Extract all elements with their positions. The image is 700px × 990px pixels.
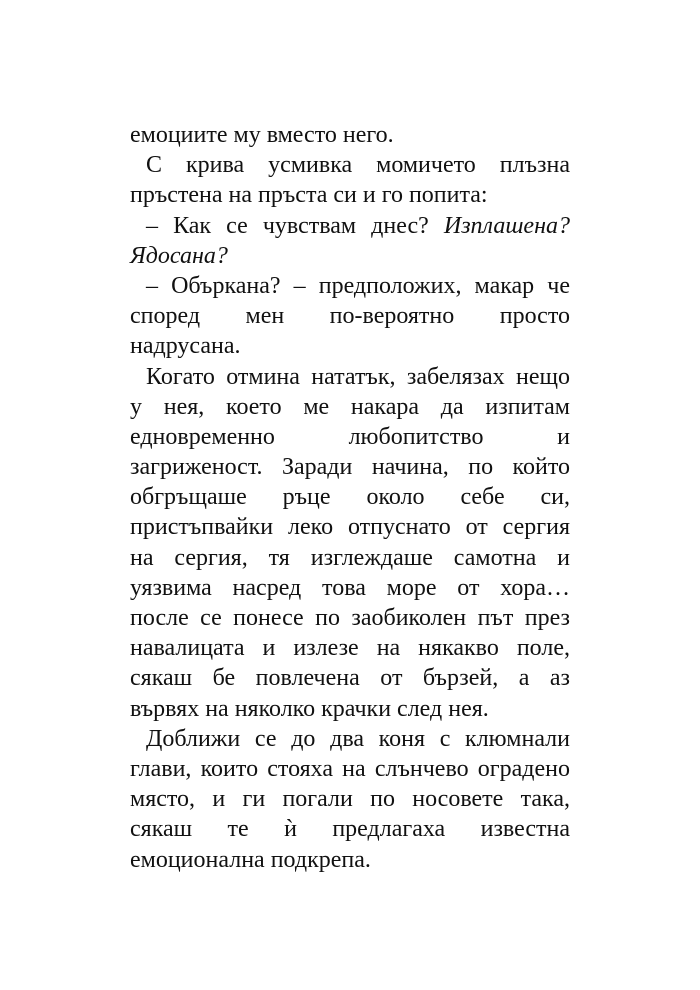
- text-line: Доближи се до два коня с клюмнали: [146, 725, 570, 752]
- text-line: [130, 241, 570, 271]
- text-line: на сергия, тя изглеждаше самотна и: [130, 544, 570, 571]
- text-segment: – Как се чувствам днес?: [146, 212, 444, 239]
- text-line: навалицата и излезе на някакво поле,: [130, 635, 570, 662]
- page-text: [130, 120, 570, 875]
- text-line: място, и ги погали по носовете така,: [130, 786, 570, 813]
- text-line: обгръщаше ръце около себе си,: [130, 484, 570, 511]
- text-line: С крива усмивка момичето плъзна: [146, 152, 570, 179]
- text-line: едновременно любопитство и: [130, 423, 570, 450]
- text-line: емоционална подкрепа.: [130, 846, 371, 873]
- text-line: загриженост. Заради начина, по който: [130, 454, 570, 481]
- italic-text: Ядосана?: [130, 242, 228, 269]
- text-line: уязвима насред това море от хора…: [130, 574, 570, 601]
- text-line: надрусана.: [130, 333, 241, 360]
- text-line: у нея, което ме накара да изпитам: [130, 393, 570, 420]
- text-line: емоциите му вместо него.: [130, 122, 394, 148]
- text-line: сякаш те ѝ предлагаха известна: [130, 816, 570, 843]
- text-line: сякаш бе повлечена от бързей, а аз: [130, 665, 570, 692]
- text-line: глави, които стояха на слънчево оградено: [130, 755, 570, 782]
- text-line: вървях на няколко крачки след нея.: [130, 695, 489, 722]
- text-line: Когато отмина нататък, забелязах нещо: [146, 363, 570, 390]
- text-line: според мен по-вероятно просто: [130, 303, 570, 330]
- text-line: после се понесе по заобиколен път през: [130, 605, 570, 631]
- text-line: – Объркана? – предположих, макар че: [146, 272, 570, 299]
- italic-text: Изплашена?: [443, 212, 570, 239]
- text-line: пристъпвайки леко отпуснато от сергия: [130, 514, 570, 541]
- text-line: [130, 211, 570, 241]
- text-line: пръстена на пръста си и го попита:: [130, 182, 488, 209]
